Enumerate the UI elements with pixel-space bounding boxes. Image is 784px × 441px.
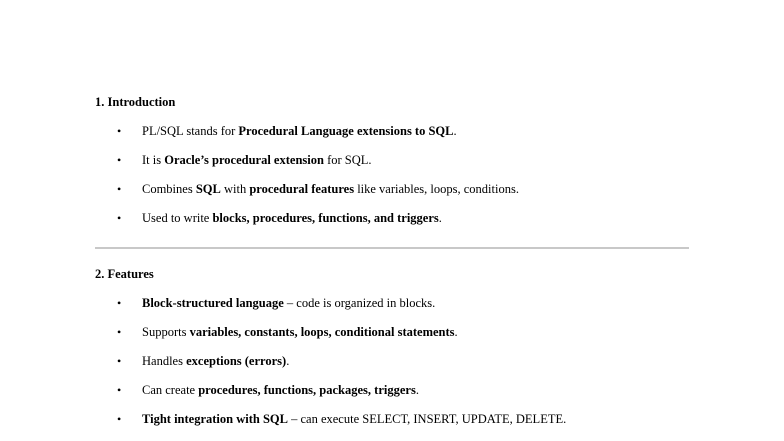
text-run: like variables, loops, conditions. (354, 182, 519, 196)
list-item-text (142, 182, 519, 197)
bullet-icon: • (117, 211, 122, 225)
bullet-icon: • (117, 182, 122, 196)
section-heading-introduction: 1. Introduction (95, 95, 176, 109)
bullet-icon: • (117, 412, 122, 426)
text-run: PL/SQL stands for (142, 124, 239, 138)
list-item-text (142, 124, 457, 139)
bold-text-run: Tight integration with SQL (142, 412, 288, 426)
bold-text-run: exceptions (errors) (186, 354, 287, 368)
text-run: . (454, 325, 458, 339)
list-item-text (142, 296, 435, 311)
bold-text-run: procedural features (249, 182, 355, 196)
text-run: It is (142, 153, 165, 167)
bullet-icon: • (117, 124, 122, 138)
list-item-text (142, 383, 419, 398)
list-item-text (142, 211, 442, 226)
text-run: Supports (142, 325, 190, 339)
text-run: – can execute SELECT, INSERT, UPDATE, DELETE. (287, 412, 567, 426)
list-item-text (142, 412, 566, 427)
bold-text-run: Block-structured language (142, 296, 284, 310)
bullet-icon: • (117, 153, 122, 167)
bold-text-run: SQL (195, 182, 221, 196)
horizontal-divider (95, 247, 689, 249)
bold-text-run: Procedural Language extensions to SQL (238, 124, 454, 138)
text-run: with (220, 182, 250, 196)
list-item-text (142, 325, 458, 340)
bold-text-run: variables, constants, loops, conditional statements (189, 325, 455, 339)
text-run: Handles (142, 354, 187, 368)
text-run: Can create (142, 383, 199, 397)
text-run: . (415, 383, 419, 397)
section-heading-features: 2. Features (95, 267, 154, 281)
list-item-text (142, 153, 372, 168)
bold-text-run: Oracle’s procedural extension (164, 153, 324, 167)
text-run: – code is organized in blocks. (283, 296, 436, 310)
text-run: . (286, 354, 290, 368)
text-run: Combines (142, 182, 196, 196)
bullet-icon: • (117, 325, 122, 339)
text-run: for SQL. (323, 153, 372, 167)
list-item-text (142, 354, 289, 369)
text-run: . (438, 211, 442, 225)
bullet-icon: • (117, 383, 122, 397)
bold-text-run: procedures, functions, packages, triggers (198, 383, 416, 397)
bullet-icon: • (117, 354, 122, 368)
bold-text-run: blocks, procedures, functions, and triggers (212, 211, 439, 225)
text-run: Used to write (142, 211, 213, 225)
bullet-icon: • (117, 296, 122, 310)
text-run: . (453, 124, 457, 138)
